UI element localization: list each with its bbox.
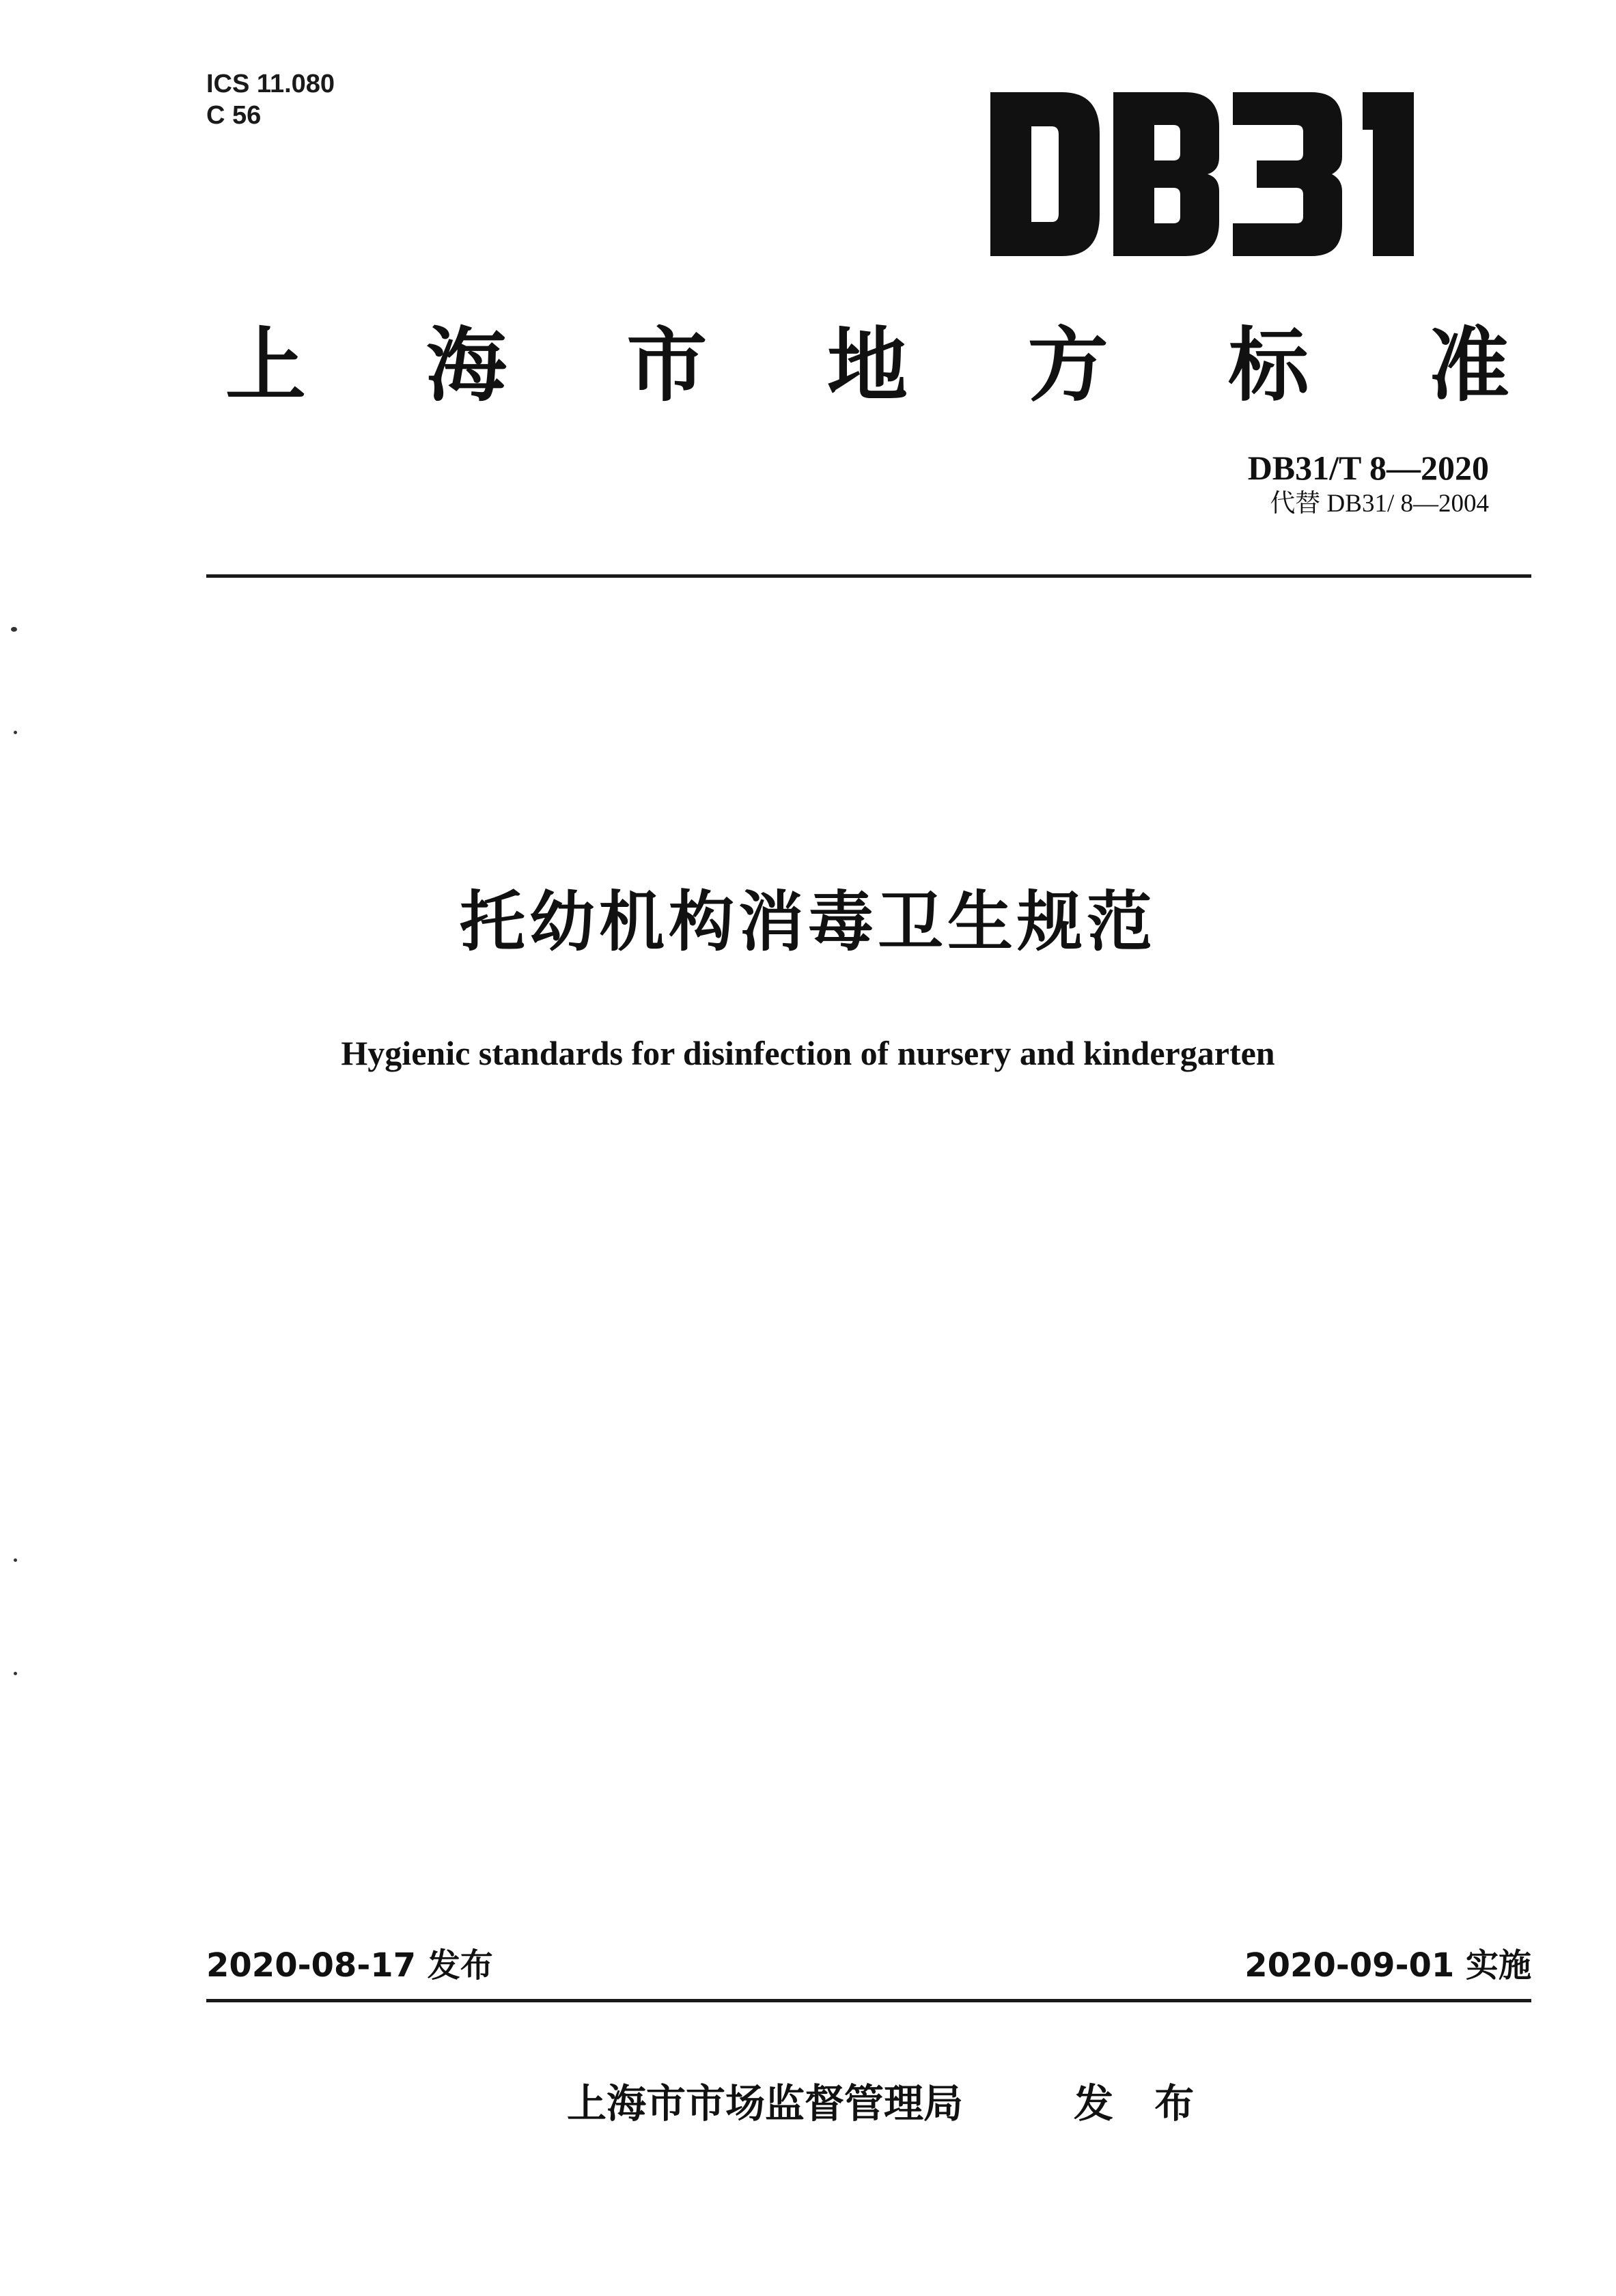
document-title-english: Hygienic standards for disinfection of nursery and kindergarten (341, 1034, 1275, 1072)
standard-code: DB31/T 8—2020 (1247, 449, 1489, 487)
standard-type-char: 地 (826, 318, 908, 412)
scan-speck (14, 731, 17, 734)
bottom-divider (206, 1999, 1531, 2002)
db31-logo-graphic (990, 92, 1434, 256)
publish-label: 发 布 (1074, 2080, 1208, 2127)
classification-block (206, 68, 335, 131)
top-divider (206, 574, 1531, 578)
db31-logo (990, 92, 1434, 256)
scan-speck (11, 627, 17, 632)
standard-type-char: 准 (1428, 318, 1509, 412)
ics-code: ICS 11.080 (206, 70, 335, 98)
implementation-date: 2020-09-01 实施 (1244, 1946, 1531, 1985)
document-title-chinese: 托幼机构消毒卫生规范 (460, 884, 1156, 960)
standard-type-char: 海 (426, 318, 507, 412)
scan-speck (14, 1558, 17, 1562)
replaced-standard: 代替 DB31/ 8—2004 (1270, 490, 1489, 518)
issue-date: 2020-08-17 发布 (206, 1946, 493, 1985)
standard-type-char: 方 (1027, 318, 1109, 412)
standard-type-char: 市 (626, 318, 708, 412)
standard-type-char: 上 (225, 318, 307, 412)
standard-type-char: 标 (1228, 318, 1309, 412)
ccs-code: C 56 (206, 101, 262, 130)
publisher-name: 上海市市场监督管理局 (567, 2080, 964, 2127)
standard-type-heading (225, 311, 1509, 412)
scan-speck (14, 1672, 17, 1675)
